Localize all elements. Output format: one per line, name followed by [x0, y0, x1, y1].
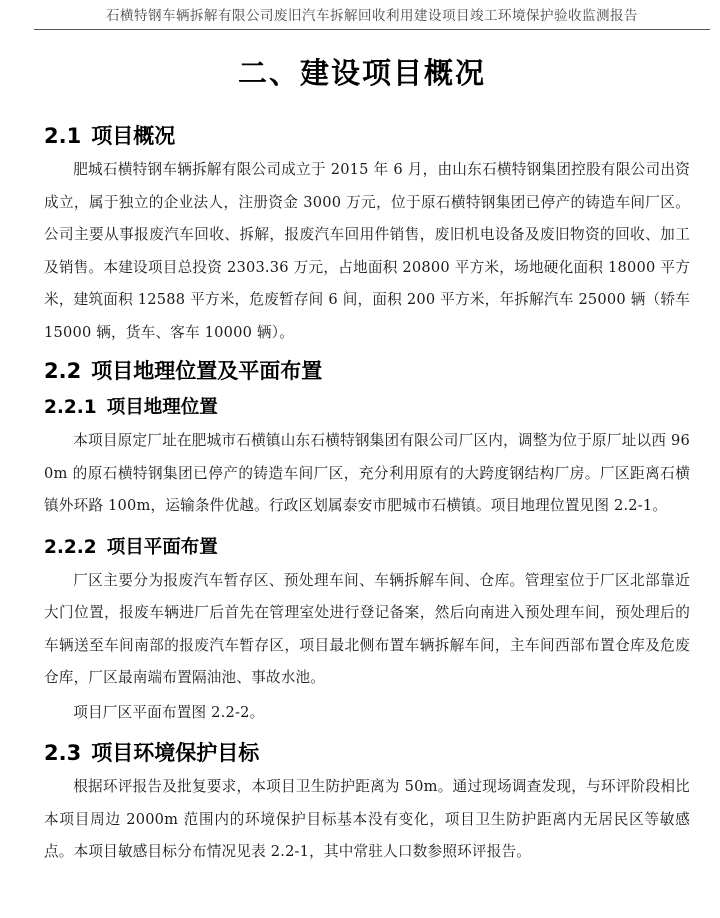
section-2-2-1-paragraph: 本项目原定厂址在肥城市石横镇山东石横特钢集团有限公司厂区内，调整为位于原厂址以西 960m 的原石横特钢集团已停产的铸造车间厂区，充分利用原有的大跨度钢结构厂房。厂区距离石横镇外环路 100m，运输条件优越。行政区划属泰安市肥城市石横镇。项目地理位置见图 2.2-1。 — [44, 432, 690, 514]
section-number: 2.2.1 — [44, 397, 97, 418]
chapter-title: 二、建设项目概况 — [237, 56, 486, 90]
section-2-1-paragraph: 肥城石横特钢车辆拆解有限公司成立于 2015 年 6 月，由山东石横特钢集团控股有限公司出资成立，属于独立的企业法人，注册资金 3000 万元，位于原石横特钢集团已停产的铸造车间厂区。公司主要从事报废汽车回收、拆解，报废汽车回用件销售，废旧机电设备及废旧物资的回收、加工及销售。本建设项目总投资 2303.36 万元，占地面积 20800 平方米，场地硬化面积 18000 平方米，建筑面积 12588 平方米，危废暂存间 6 间，面积 200 平方米，年拆解汽车 25000 辆（轿车 15000 辆，货车、客车 10000 辆）。 — [44, 161, 690, 341]
header-rule — [34, 29, 710, 30]
section-title: 项目环境保护目标 — [91, 741, 260, 765]
section-2-3-paragraph: 根据环评报告及批复要求，本项目卫生防护距离为 50m。通过现场调查发现，与环评阶段相比本项目周边 2000m 范围内的环境保护目标基本没有变化，项目卫生防护距离内无居民区等敏感点。本项目敏感目标分布情况见表 2.2-1，其中常驻人口数参照环评报告。 — [44, 778, 690, 860]
section-title: 项目地理位置 — [106, 397, 218, 418]
running-header-title: 石横特钢车辆拆解有限公司废旧汽车拆解回收利用建设项目竣工环境保护验收监测报告 — [106, 8, 638, 24]
section-title: 项目概况 — [91, 124, 176, 148]
section-number: 2.3 — [44, 741, 82, 765]
running-header — [34, 6, 710, 32]
section-title: 项目地理位置及平面布置 — [91, 359, 323, 383]
section-heading-2-2-2 — [44, 531, 690, 565]
section-number: 2.1 — [44, 124, 82, 148]
section-heading-2-1 — [44, 118, 690, 154]
section-heading-2-2 — [44, 353, 690, 389]
document-body — [34, 40, 690, 869]
section-title: 项目平面布置 — [106, 536, 218, 558]
section-2-2-2-paragraph: 厂区主要分为报废汽车暂存区、预处理车间、车辆拆解车间、仓库。管理室位于厂区北部靠近大门位置，报废车辆进厂后首先在管理室处进行登记备案，然后向南进入预处理车间，预处理后的车辆送至车间南部的报废汽车暂存区，项目最北侧布置车辆拆解车间，主车间西部布置仓库及危废仓库，厂区最南端布置隔油池、事故水池。 — [44, 571, 690, 686]
section-2-2-2-figure-reference: 项目厂区平面布置图 2.2-2。 — [73, 703, 265, 721]
section-number: 2.2 — [44, 359, 82, 383]
section-heading-2-2-1 — [44, 391, 690, 425]
section-heading-2-3 — [44, 735, 690, 771]
section-number: 2.2.2 — [44, 536, 97, 558]
